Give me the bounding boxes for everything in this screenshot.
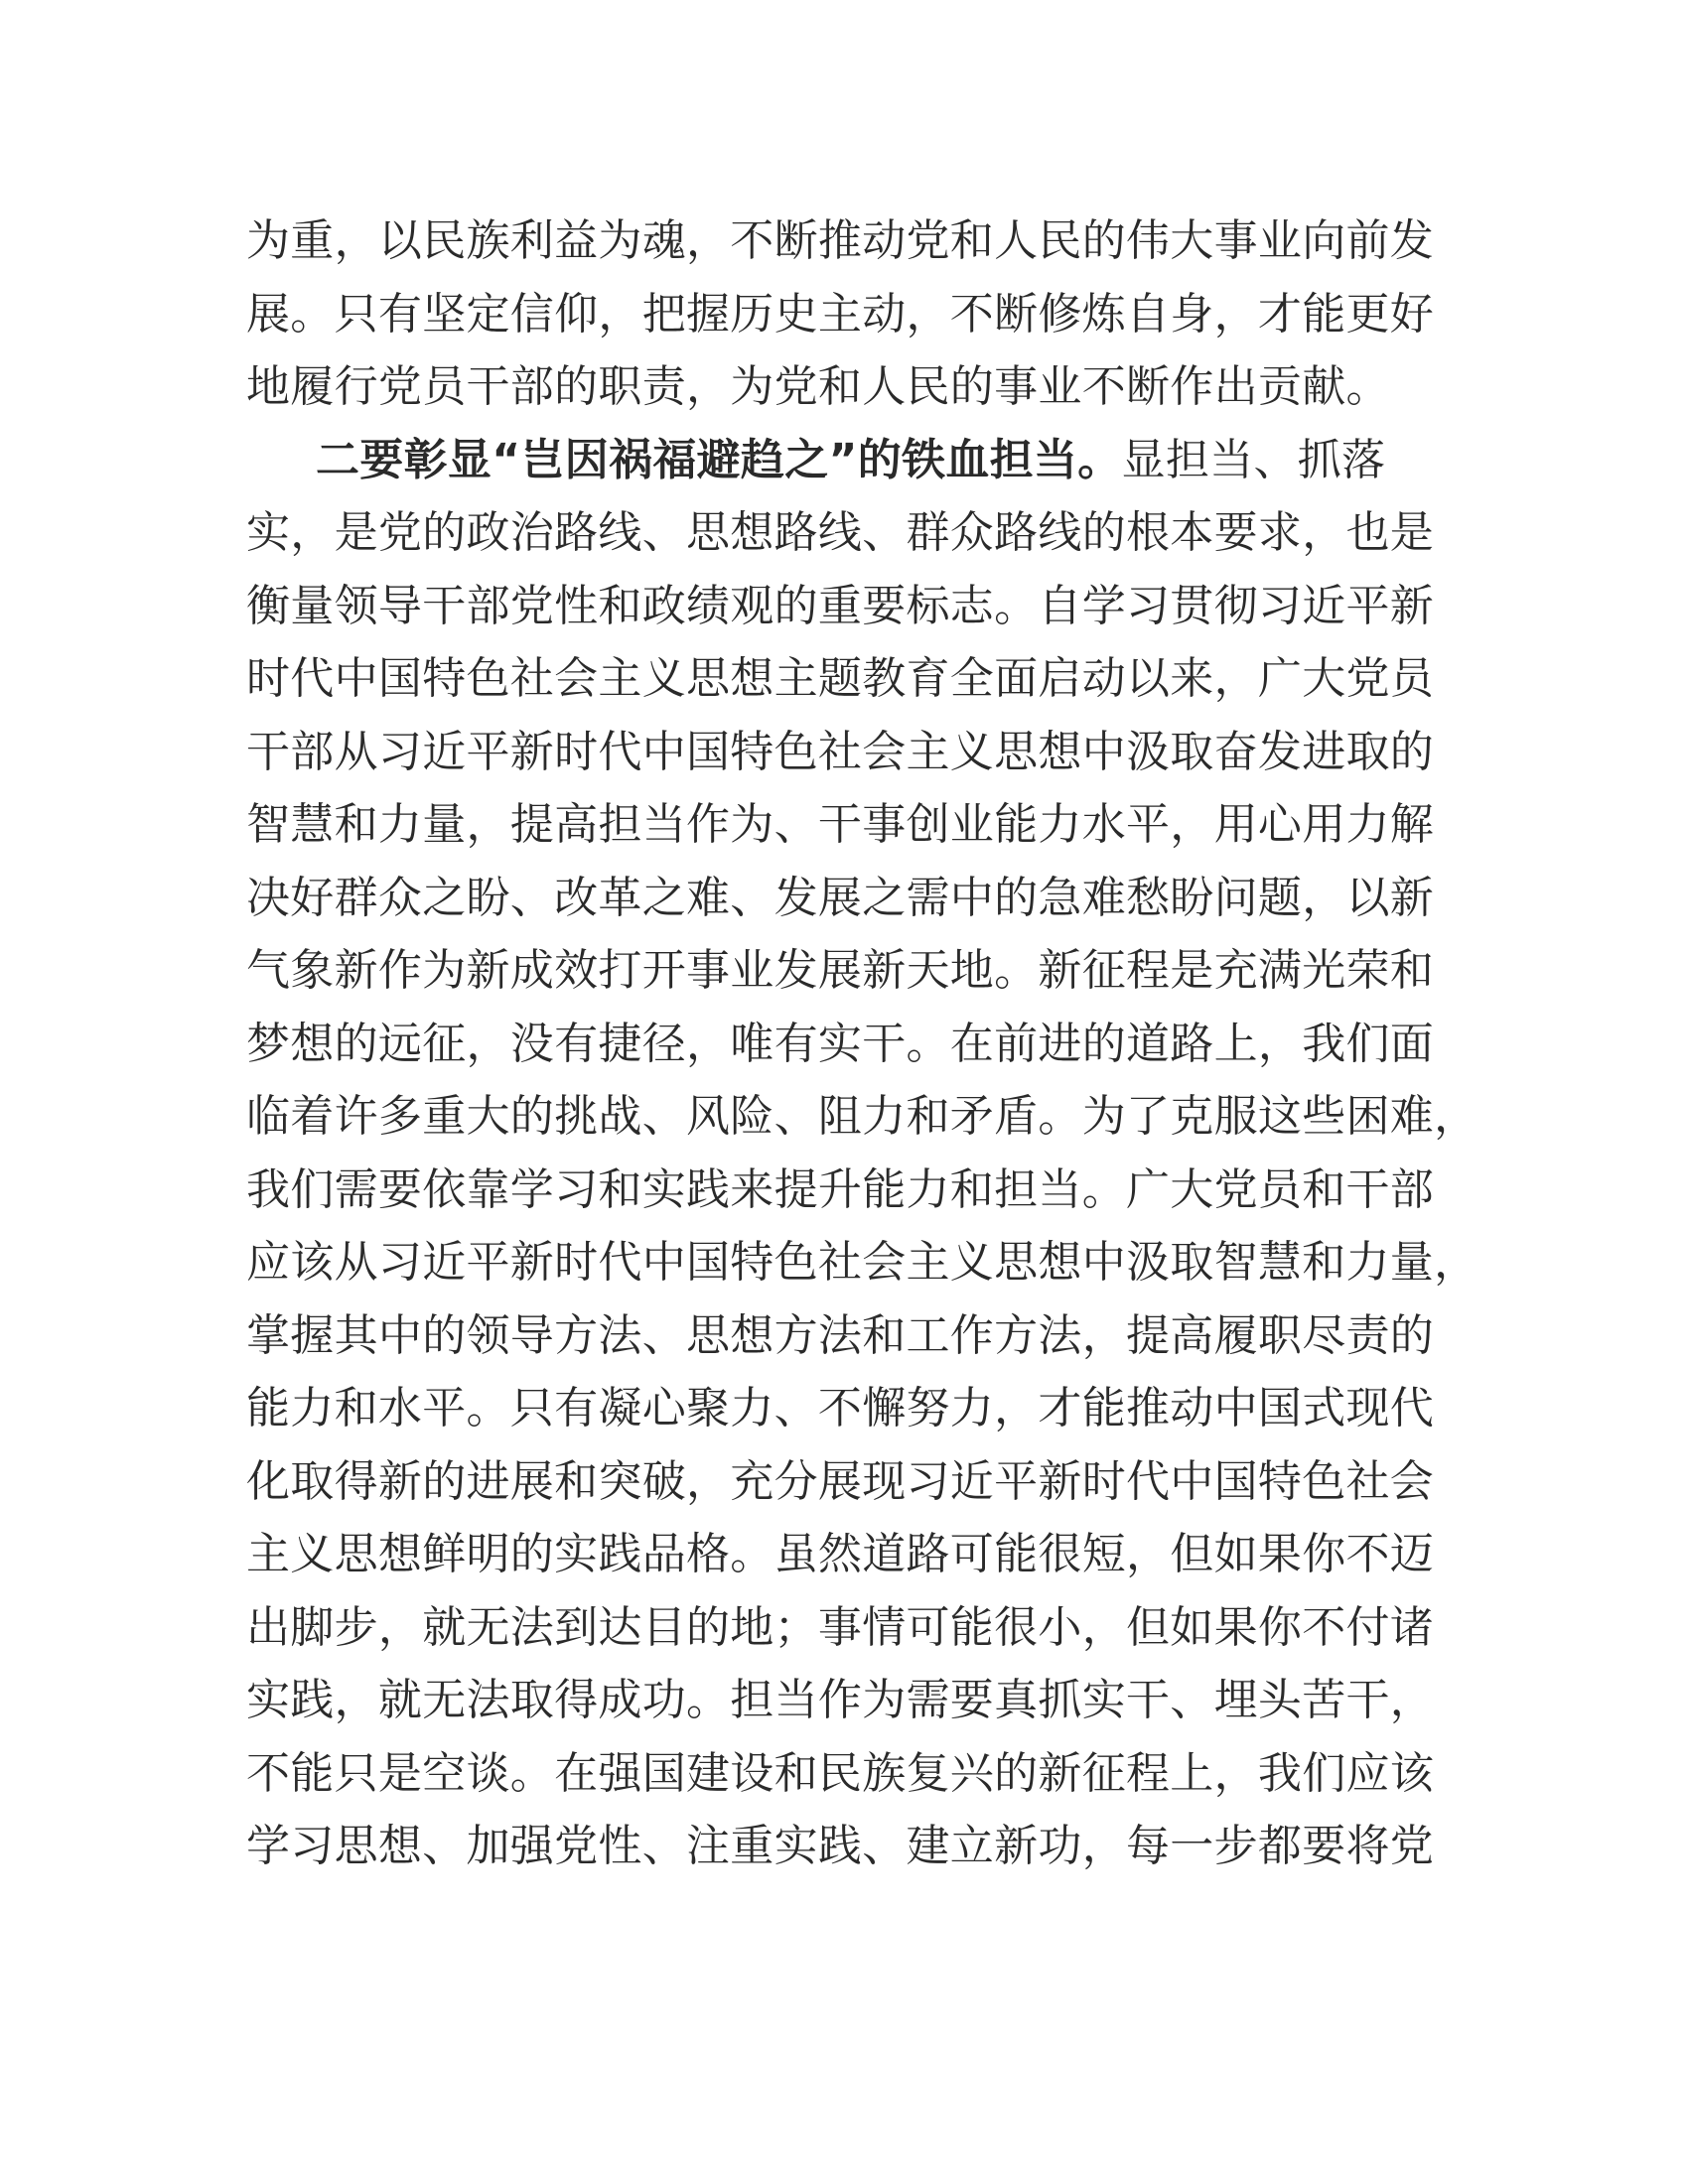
paragraph-heading: 二要彰显“岂因祸福避趋之”的铁血担当。 xyxy=(316,434,1122,485)
text-run: 显担当、抓落 xyxy=(1121,434,1386,485)
text-line: 掌握其中的领导方法、思想方法和工作方法，提高履职尽责的 xyxy=(246,1309,1435,1361)
text-line: 时代中国特色社会主义思想主题教育全面启动以来，广大党员 xyxy=(246,653,1435,704)
text-line: 地履行党员干部的职责，为党和人民的事业不断作出贡献。 xyxy=(246,361,1390,412)
text-line: 梦想的远征，没有捷径，唯有实干。在前进的道路上，我们面 xyxy=(246,1018,1435,1069)
text-line: 展。只有坚定信仰，把握历史主动，不断修炼自身，才能更好 xyxy=(246,288,1435,340)
text-line: 为重，以民族利益为魂，不断推动党和人民的伟大事业向前发 xyxy=(246,215,1435,266)
body-text xyxy=(246,205,1478,1883)
text-line: 应该从习近平新时代中国特色社会主义思想中汲取智慧和力量， xyxy=(246,1237,1478,1288)
text-line: 不能只是空谈。在强国建设和民族复兴的新征程上，我们应该 xyxy=(246,1747,1435,1799)
text-line: 智慧和力量，提高担当作为、干事创业能力水平，用心用力解 xyxy=(246,799,1435,850)
text-line: 衡量领导干部党性和政绩观的重要标志。自学习贯彻习近平新 xyxy=(246,580,1435,631)
text-line: 学习思想、加强党性、注重实践、建立新功，每一步都要将党 xyxy=(246,1821,1435,1871)
text-line: 实践，就无法取得成功。担当作为需要真抓实干、埋头苦干， xyxy=(246,1675,1435,1725)
text-line: 实，是党的政治路线、思想路线、群众路线的根本要求，也是 xyxy=(246,507,1435,558)
text-line: 决好群众之盼、改革之难、发展之需中的急难愁盼问题，以新 xyxy=(246,872,1435,923)
text-line: 临着许多重大的挑战、风险、阻力和矛盾。为了克服这些困难， xyxy=(246,1091,1478,1142)
text-line: 主义思想鲜明的实践品格。虽然道路可能很短，但如果你不迈 xyxy=(246,1529,1435,1579)
text-line: 化取得新的进展和突破，充分展现习近平新时代中国特色社会 xyxy=(246,1455,1435,1507)
text-line: 我们需要依靠学习和实践来提升能力和担当。广大党员和干部 xyxy=(246,1163,1435,1215)
paragraph-first-line xyxy=(246,424,1448,497)
text-line: 出脚步，就无法到达目的地；事情可能很小，但如果你不付诸 xyxy=(246,1601,1435,1653)
text-line: 能力和水平。只有凝心聚力、不懈努力，才能推动中国式现代 xyxy=(246,1383,1435,1433)
text-line: 干部从习近平新时代中国特色社会主义思想中汲取奋发进取的 xyxy=(246,726,1435,777)
text-line: 气象新作为新成效打开事业发展新天地。新征程是充满光荣和 xyxy=(246,945,1435,996)
